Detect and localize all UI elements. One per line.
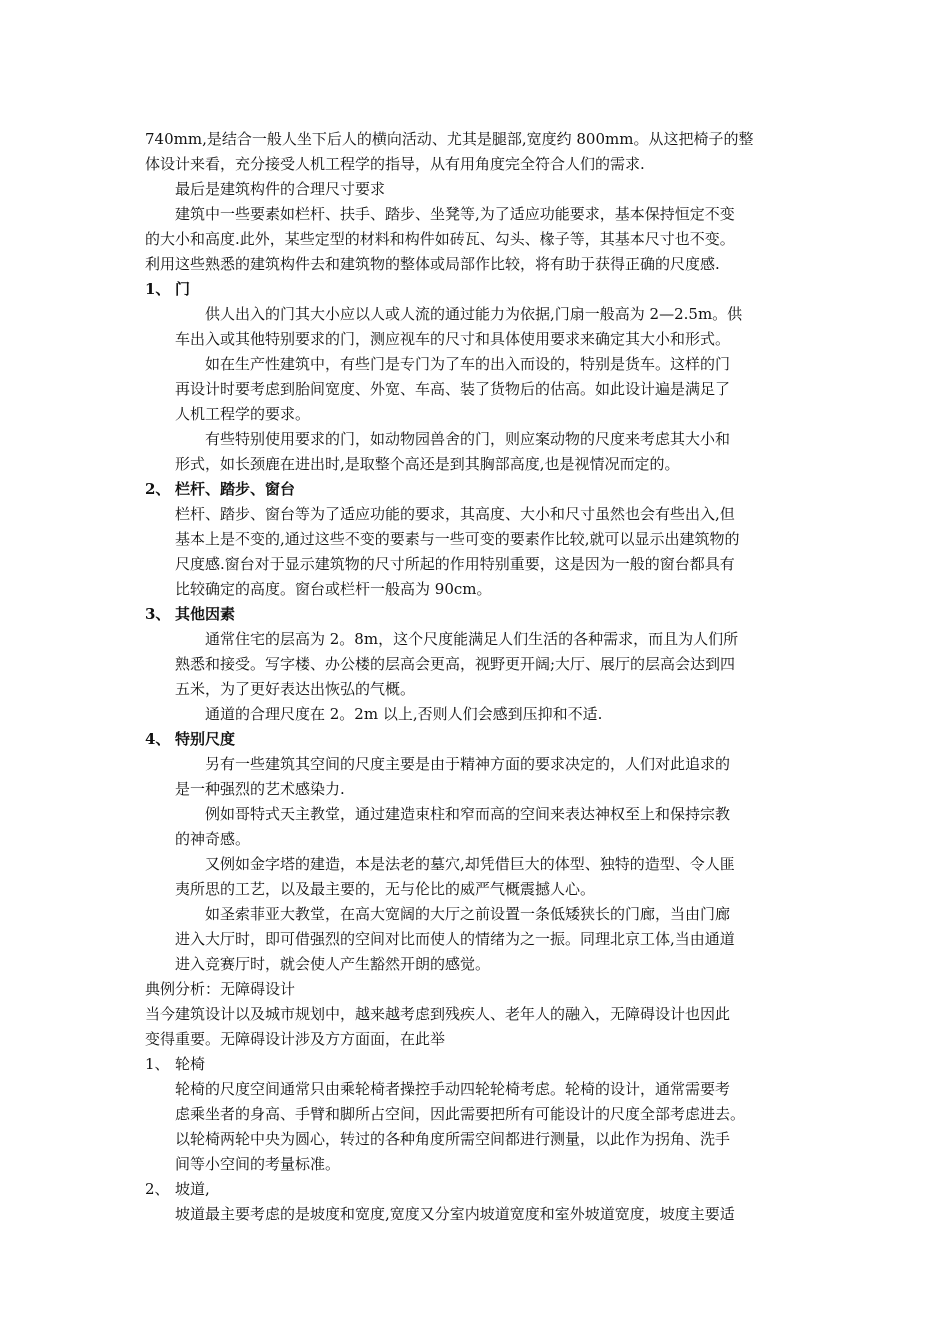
case-item-number: 1、 bbox=[145, 1055, 170, 1073]
section-heading bbox=[145, 727, 235, 751]
paragraph-line: 五米，为了更好表达出恢弘的气概。 bbox=[175, 680, 416, 698]
paragraph-line: 如圣索菲亚大教堂，在高大宽阔的大厅之前设置一条低矮狭长的门廊，当由门廊 bbox=[205, 905, 731, 923]
subheading: 最后是建筑构件的合理尺寸要求 bbox=[175, 180, 386, 198]
paragraph-line: 虑乘坐者的身高、手臂和脚所占空间，因此需要把所有可能设计的尺度全部考虑进去。 bbox=[175, 1105, 746, 1123]
paragraph-line: 夷所思的工艺，以及最主要的，无与伦比的威严气概震撼人心。 bbox=[175, 880, 596, 898]
case-item-heading bbox=[145, 1052, 205, 1076]
case-item-number: 2、 bbox=[145, 1180, 170, 1198]
paragraph-line: 车出入或其他特别要求的门，测应视车的尺寸和具体使用要求来确定其大小和形式。 bbox=[175, 330, 731, 348]
case-item-title: 轮椅 bbox=[175, 1055, 206, 1073]
paragraph-line: 通常住宅的层高为 2。8m，这个尺度能满足人们生活的各种需求，而且为人们所 bbox=[205, 630, 739, 648]
paragraph-line: 基本上是不变的,通过这些不变的要素与一些可变的要素作比较,就可以显示出建筑物的 bbox=[175, 530, 740, 548]
section-number: 4、 bbox=[145, 730, 171, 748]
intro-line: 740mm,是结合一般人坐下后人的横向活动、尤其是腿部,宽度约 800mm。从这把椅子的整 bbox=[145, 130, 754, 148]
section-number: 1、 bbox=[145, 280, 171, 298]
paragraph-line: 熟悉和接受。写字楼、办公楼的层高会更高，视野更开阔;大厅、展厅的层高会达到四 bbox=[175, 655, 736, 673]
case-title: 典例分析：无障碍设计 bbox=[145, 980, 296, 998]
paragraph-line: 坡道最主要考虑的是坡度和宽度,宽度又分室内坡道宽度和室外坡道宽度，坡度主要适 bbox=[175, 1205, 735, 1223]
paragraph-line: 当今建筑设计以及城市规划中，越来越考虑到残疾人、老年人的融入，无障碍设计也因此 bbox=[145, 1005, 731, 1023]
section-title: 特别尺度 bbox=[175, 730, 236, 748]
paragraph-line: 再设计时要考虑到胎间宽度、外宽、车高、装了货物后的估高。如此设计遍是满足了 bbox=[175, 380, 731, 398]
section-title: 门 bbox=[175, 280, 191, 298]
paragraph-line: 形式，如长颈鹿在进出时,是取整个高还是到其胸部高度,也是视情况而定的。 bbox=[175, 455, 680, 473]
paragraph-line: 如在生产性建筑中，有些门是专门为了车的出入而设的，特别是货车。这样的门 bbox=[205, 355, 731, 373]
section-title: 栏杆、踏步、窗台 bbox=[175, 480, 296, 498]
paragraph-line: 的神奇感。 bbox=[175, 830, 251, 848]
paragraph-line: 通道的合理尺度在 2。2m 以上,否则人们会感到压抑和不适. bbox=[205, 705, 603, 723]
section-number: 3、 bbox=[145, 605, 171, 623]
paragraph-line: 比较确定的高度。窗台或栏杆一般高为 90cm。 bbox=[175, 580, 492, 598]
paragraph-line: 又例如金字塔的建造，本是法老的墓穴,却凭借巨大的体型、独特的造型、令人匪 bbox=[205, 855, 735, 873]
paragraph-line: 另有一些建筑其空间的尺度主要是由于精神方面的要求决定的，人们对此追求的 bbox=[205, 755, 731, 773]
paragraph-line: 变得重要。无障碍设计涉及方方面面，在此举 bbox=[145, 1030, 446, 1048]
paragraph-line: 轮椅的尺度空间通常只由乘轮椅者操控手动四轮轮椅考虑。轮椅的设计，通常需要考 bbox=[175, 1080, 731, 1098]
paragraph-line: 是一种强烈的艺术感染力. bbox=[175, 780, 345, 798]
section-number: 2、 bbox=[145, 480, 171, 498]
paragraph-line: 人机工程学的要求。 bbox=[175, 405, 311, 423]
paragraph-line: 栏杆、踏步、窗台等为了适应功能的要求，其高度、大小和尺寸虽然也会有些出入,但 bbox=[175, 505, 735, 523]
intro-line: 利用这些熟悉的建筑构件去和建筑物的整体或局部作比较，将有助于获得正确的尺度感. bbox=[145, 255, 720, 273]
section-heading bbox=[145, 477, 295, 501]
intro-line: 建筑中一些要素如栏杆、扶手、踏步、坐凳等,为了适应功能要求，基本保持恒定不变 bbox=[175, 205, 735, 223]
case-item-heading bbox=[145, 1177, 210, 1201]
paragraph-line: 以轮椅两轮中央为圆心，转过的各种角度所需空间都进行测量，以此作为拐角、洗手 bbox=[175, 1130, 731, 1148]
section-title: 其他因素 bbox=[175, 605, 236, 623]
paragraph-line: 进入大厅时，即可借强烈的空间对比而使人的情绪为之一振。同理北京工体,当由通道 bbox=[175, 930, 735, 948]
paragraph-line: 有些特别使用要求的门，如动物园兽舍的门，则应案动物的尺度来考虑其大小和 bbox=[205, 430, 731, 448]
paragraph-line: 间等小空间的考量标准。 bbox=[175, 1155, 341, 1173]
paragraph-line: 供人出入的门其大小应以人或人流的通过能力为依据,门扇一般高为 2—2.5m。供 bbox=[205, 305, 743, 323]
case-item-title: 坡道, bbox=[175, 1180, 210, 1198]
paragraph-line: 例如哥特式天主教堂，通过建造束柱和窄而高的空间来表达神权至上和保持宗教 bbox=[205, 805, 731, 823]
paragraph-line: 尺度感.窗台对于显示建筑物的尺寸所起的作用特别重要，这是因为一般的窗台都具有 bbox=[175, 555, 735, 573]
section-heading bbox=[145, 277, 190, 301]
section-heading bbox=[145, 602, 235, 626]
intro-line: 体设计来看，充分接受人机工程学的指导，从有用角度完全符合人们的需求. bbox=[145, 155, 645, 173]
paragraph-line: 进入竞赛厅时，就会使人产生豁然开朗的感觉。 bbox=[175, 955, 491, 973]
intro-line: 的大小和高度.此外，某些定型的材料和构件如砖瓦、勾头、椽子等，其基本尺寸也不变。 bbox=[145, 230, 735, 248]
